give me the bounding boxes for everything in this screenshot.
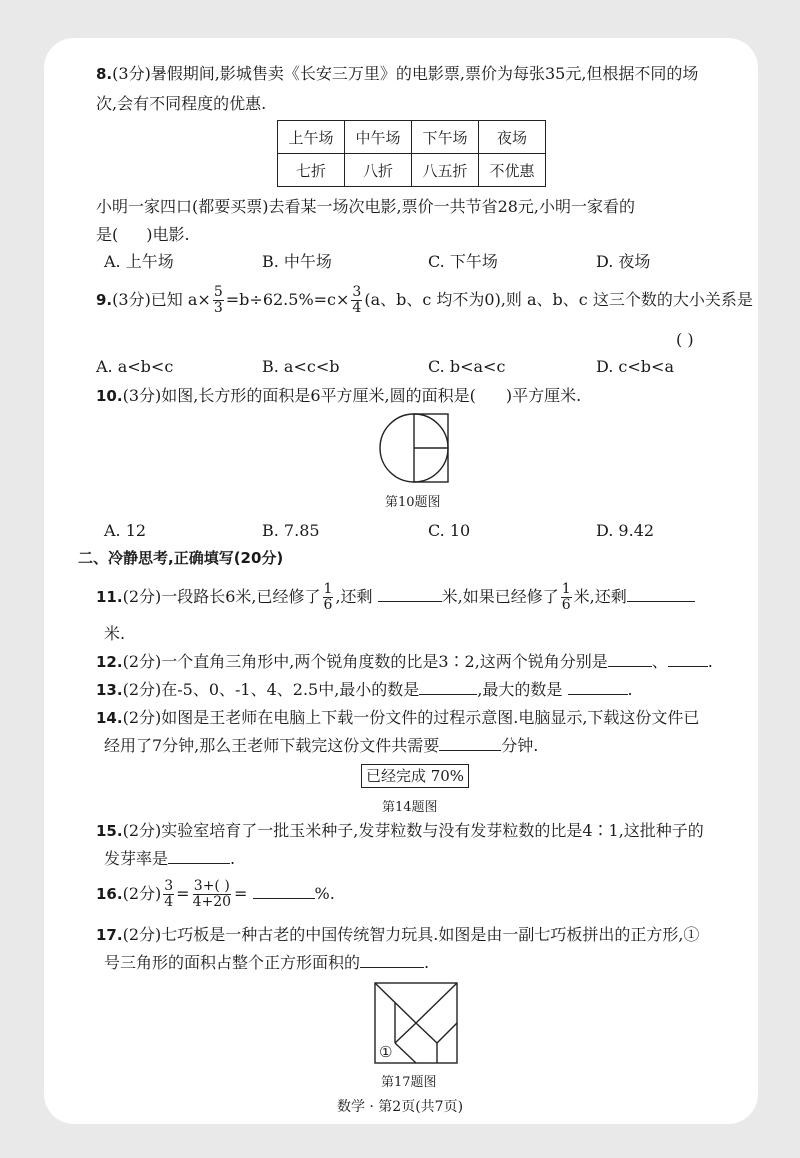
tangram-label-1: ① — [379, 1043, 393, 1061]
tangram-line — [437, 1023, 457, 1043]
question-14-number: 14. — [96, 709, 123, 727]
fraction: $\frac{5}{3}$ — [213, 284, 223, 316]
question-13-number: 13. — [96, 681, 123, 699]
question-10-number: 10. — [96, 387, 123, 405]
option-a[interactable]: A. a<b<c — [96, 357, 174, 376]
tangram-line — [416, 1023, 437, 1043]
table-cell: 八折 — [345, 154, 412, 187]
question-11-line-2: 米. — [104, 624, 126, 643]
table-cell: 中午场 — [345, 121, 412, 154]
question-11-number: 11. — [96, 588, 123, 606]
answer-blank[interactable] — [253, 884, 315, 899]
question-17-line-2: 号三角形的面积占整个正方形面积的 . — [104, 953, 430, 972]
option-a[interactable]: A. 上午场 — [104, 252, 174, 271]
question-8-number: 8. — [96, 65, 113, 83]
tangram-line — [395, 1023, 416, 1043]
option-c[interactable]: C. 10 — [428, 521, 471, 540]
figure-caption: 第10题图 — [385, 495, 441, 510]
option-b[interactable]: B. a<c<b — [262, 357, 340, 376]
circle-rectangle-figure — [378, 411, 454, 485]
option-d[interactable]: D. 夜场 — [596, 252, 651, 271]
tangram-line — [416, 983, 457, 1023]
question-14-line-2: 经用了7分钟,那么王老师下载完这份文件共需要 分钟. — [104, 736, 539, 755]
table-cell: 上午场 — [278, 121, 345, 154]
option-a[interactable]: A. 12 — [104, 521, 147, 540]
answer-blank[interactable] — [360, 953, 424, 968]
fraction: $\frac{1}{6}$ — [323, 581, 333, 613]
answer-blank[interactable] — [568, 680, 628, 695]
answer-blank[interactable] — [168, 849, 230, 864]
discount-table-value-row — [278, 154, 546, 187]
question-12-line: 12.(2分)一个直角三角形中,两个锐角度数的比是3∶2,这两个锐角分别是 、 . — [96, 652, 713, 671]
option-c[interactable]: C. 下午场 — [428, 252, 498, 271]
question-15-line-1: 15.(2分)实验室培育了一批玉米种子,发芽粒数与没有发芽粒数的比是4∶1,这批种子的 — [96, 821, 704, 840]
discount-table — [277, 120, 546, 187]
option-c[interactable]: C. b<a<c — [428, 357, 506, 376]
tangram-line — [395, 1043, 416, 1063]
option-d[interactable]: D. 9.42 — [596, 521, 655, 540]
answer-blank[interactable] — [608, 652, 652, 667]
question-9-line-1: 9.(3分)已知 a× $\frac{5}{3}$ =b÷62.5%=c× $\frac{3}{4}$ (a、b、c 均不为0),则 a、b、c 这三个数的大小关系是 — [96, 284, 753, 316]
question-14-line-1: 14.(2分)如图是王老师在电脑上下载一份文件的过程示意图.电脑显示,下载这份文件已 — [96, 708, 700, 727]
question-8-line-4: 是( )电影. — [96, 225, 190, 244]
option-b[interactable]: B. 7.85 — [262, 521, 320, 540]
question-13-line: 13.(2分)在-5、0、-1、4、2.5中,最小的数是 ,最大的数是 . — [96, 680, 633, 699]
figure-caption: 第17题图 — [381, 1075, 437, 1090]
option-d[interactable]: D. c<b<a — [596, 357, 674, 376]
answer-blank[interactable] — [419, 680, 477, 695]
answer-blank[interactable] — [378, 587, 442, 602]
question-15-line-2: 发芽率是 . — [104, 849, 236, 868]
figure-caption: 第14题图 — [382, 800, 438, 815]
fraction: $\frac{3}{4}$ — [164, 878, 174, 910]
option-b[interactable]: B. 中午场 — [262, 252, 332, 271]
question-17-number: 17. — [96, 926, 123, 944]
answer-blank[interactable] — [627, 587, 695, 602]
table-cell: 下午场 — [412, 121, 479, 154]
page-footer: 数学 · 第2页(共7页) — [336, 1099, 464, 1115]
answer-blank[interactable] — [439, 736, 501, 751]
question-8-line-1: 8.(3分)暑假期间,影城售卖《长安三万里》的电影票,票价为每张35元,但根据不同的场 — [96, 64, 699, 83]
answer-blank[interactable] — [668, 652, 708, 667]
section-title: 二、冷静思考,正确填写(20分) — [78, 549, 284, 567]
question-8-line-3: 小明一家四口(都要买票)去看某一场次电影,票价一共节省28元,小明一家看的 — [96, 197, 636, 216]
question-12-number: 12. — [96, 653, 123, 671]
question-8-line-2: 次,会有不同程度的优惠. — [96, 94, 267, 113]
answer-paren: ( ) — [676, 330, 694, 349]
tangram-figure — [373, 981, 459, 1065]
fraction: $\frac{3}{4}$ — [352, 284, 362, 316]
fraction: $\frac{3+( )}{4+20}$ — [192, 878, 232, 910]
question-16-number: 16. — [96, 885, 123, 903]
table-cell: 八五折 — [412, 154, 479, 187]
question-11-line-1: 11.(2分)一段路长6米,已经修了 $\frac{1}{6}$ ,还剩 米,如果已经修了 $\frac{1}{6}$ 米,还剩 — [96, 580, 695, 614]
table-cell: 夜场 — [479, 121, 546, 154]
question-16-line: 16.(2分) $\frac{3}{4}$ = $\frac{3+( )}{4+20}$ = %. — [96, 878, 335, 910]
question-17-line-1: 17.(2分)七巧板是一种古老的中国传统智力玩具.如图是由一副七巧板拼出的正方形,① — [96, 925, 700, 944]
question-9-number: 9. — [96, 291, 113, 309]
download-progress-box: 已经完成 70% — [361, 764, 469, 788]
table-cell: 不优惠 — [479, 154, 546, 187]
table-cell: 七折 — [278, 154, 345, 187]
question-10-line-1: 10.(3分)如图,长方形的面积是6平方厘米,圆的面积是( )平方厘米. — [96, 386, 582, 405]
question-15-number: 15. — [96, 822, 123, 840]
discount-table-header-row — [278, 121, 546, 154]
fraction: $\frac{1}{6}$ — [561, 581, 571, 613]
